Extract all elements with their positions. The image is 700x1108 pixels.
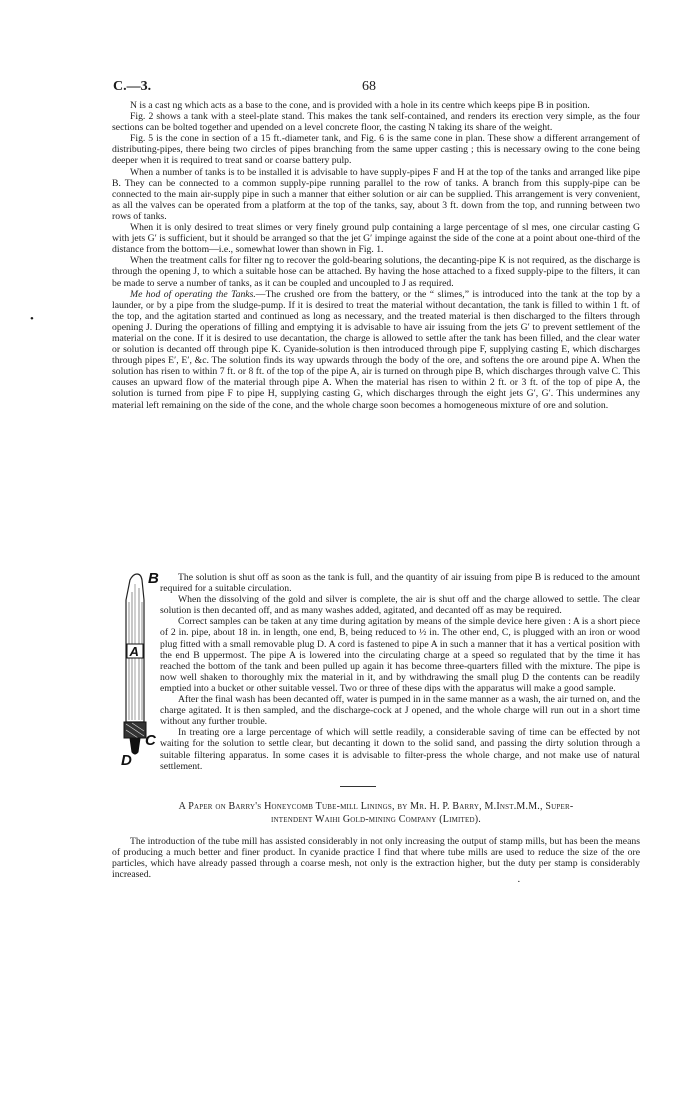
margin-dot: • xyxy=(30,313,34,325)
paragraph: When a number of tanks is to be installed it is advisable to have supply-pipes F and H at the top of the tanks and arranged like pipe B. They can be connected to a common supply-pipe running parallel to the row of tanks. A branch from this supply-pipe can be connected to the main air-supply pipe in such a manner that either solution or air can be supplied. This arrangement is very convenient, as all the valves can be operated from a platform at the top of the tanks, say, about 3 ft. down from the top, and running between two rows of tanks. xyxy=(112,166,640,222)
main-text xyxy=(112,100,640,411)
paragraph: Fig. 5 is the cone in section of a 15 ft.-diameter tank, and Fig. 6 is the same cone in plan. These show a different arrangement of distributing-pipes, there being two circles of pipes branching from the same upper casting ; this is necessary owing to the cone being deeper when it is required to treat sand or coarse battery pulp. xyxy=(112,133,640,167)
figure-text xyxy=(160,572,640,772)
method-heading: Me hod of operating the Tanks. xyxy=(130,288,256,300)
paragraph: When the treatment calls for filter ng to recover the gold-bearing solutions, the decanting-pipe K is not required, as the discharge is through the opening J, to which a suitable hose can be attached. By having the hose attached to a fixed supply-pipe to the filters, it can be made to serve a number of tanks, as it can be coupled and uncoupled to J as required. xyxy=(112,255,640,289)
paragraph: When it is only desired to treat slimes or very finely ground pulp containing a large percentage of sl mes, one circular casting G with jets G′ is sufficient, but it should be arranged so that the jet G′ impinge against the side of the cone at a point about one-third of the distance from the bottom—i.e., somewhat lower than shown in Fig. 1. xyxy=(112,222,640,256)
paragraph: In treating ore a large percentage of which will settle readily, a considerable saving of time can be effected by not waiting for the solution to settle clear, but decanting it down to the solid sand, and passing the dirty solution through a suitable filtering apparatus. In some cases it is advisable to filter-press the whole charge, and not make use of natural settlement. xyxy=(160,727,640,772)
sampler-figure-section xyxy=(112,572,640,772)
paragraph: When the dissolving of the gold and silver is complete, the air is shut off and the charge allowed to settle. The clear solution is then decanted off, and as many washes added, agitated, and decanted off as may be required. xyxy=(160,594,640,617)
paper-title xyxy=(112,800,640,826)
paragraph: N is a cast ng which acts as a base to the cone, and is provided with a hole in its centre which keeps pipe B in position. xyxy=(130,100,590,111)
label-c: C xyxy=(145,732,156,749)
paragraph: Fig. 2 shows a tank with a steel-plate stand. This makes the tank self-contained, and renders its erection very simple, as the four sections can be bolted together and upended on a level concrete floor, the casting N taking its share of the weight. xyxy=(112,111,640,134)
paper-title-line-1: A Paper on Barry's Honeycomb Tube-mill Linings, by Mr. H. P. Barry, M.Inst.M.M., Super- xyxy=(178,801,574,812)
label-a: A xyxy=(129,644,139,659)
paragraph: The introduction of the tube mill has assisted considerably in not only increasing the output of stamp mills, but has been the means of producing a much better and finer product. In cyanide practice I find that where tube mills are used to reduce the size of the ore particles, which have already passed through a coarse mesh, not only is the extraction higher, but the duty per stamp is considerably increased. xyxy=(112,836,640,881)
section-code: C.—3. xyxy=(113,79,152,94)
paper-body xyxy=(112,836,640,880)
page-number: 68 xyxy=(362,79,376,94)
print-speck: · xyxy=(517,876,521,888)
paragraph: The solution is shut off as soon as the tank is full, and the quantity of air issuing from pipe B is reduced to the amount required for a suitable circulation. xyxy=(160,572,640,595)
label-b: B xyxy=(148,570,159,587)
section-divider xyxy=(340,786,376,787)
method-text: The crushed ore from the battery, or the “ slimes,” is introduced into the tank at the top by a launder, or by a pipe from the sludge-pump. If it is desired to treat the material without decantation, the tank is filled to within 1 ft. of the top, and the agitation started and continued as long as necessary, and the treated material is then discharged to the filters through opening J. During the operations of filling and emptying it is advisable to have air issuing from the jets G′ to prevent settlement of the material on the cone. If it is desired to use decantation, the charge is allowed to settle after the tank has been filled, and the clear water or solution is decanted off through pipe K. Cyanide-solution is then introduced through pipe F, supplying casting E, which discharges through pipes E′, E′, &c. The solution finds its way upwards through the body of the ore, and softens the ore around pipe A. When the solution has risen to within 7 ft. or 8 ft. of the top of the pipe A, air is turned on through pipe B, which discharges through valve C. This causes an upward flow of the material through pipe A. When the material has risen to within 2 ft. or 3 ft. of the top of pipe A, the solution is turned from pipe F to pipe H, supplying casting G, which discharges through the eight jets G′, G′. This undermines any material left remaining on the side of the cone, and the whole charge soon becomes a homogeneous mixture of ore and solution. xyxy=(112,288,640,411)
label-d: D xyxy=(121,752,132,769)
paragraph: After the final wash has been decanted off, water is pumped in in the same manner as a wash, the air turned on, and the charge agitated. It is then sampled, and the discharge-cock at J opened, and the whole charge will run out in a short time without any further trouble. xyxy=(160,694,640,728)
paper-title-line-2: intendent Waihi Gold-mining Company (Limited). xyxy=(270,814,481,825)
paragraph: Correct samples can be taken at any time during agitation by means of the simple device here given : A is a short piece of 2 in. pipe, about 18 in. in length, one end, B, being reduced to ½ in. The other end, C, is plugged with an iron or wood plug fitted with a small removable plug D. A cord is fastened to pipe A in such a manner that it has a vertical position with the end B uppermost. The pipe A is lowered into the circulating charge at a speed so regulated that by the time it has reached the bottom of the tank and been pulled up again it has become three-quarters filled with the mixture. The pipe is now well shaken to thoroughly mix the material in it, and by withdrawing the small plug D the contents can be readily emptied into a bucket or other suitable vessel. Two or three of these dips with the apparatus will make a good sample. xyxy=(160,616,640,694)
paragraph-method: Me hod of operating the Tanks.—The crushed ore from the battery, or the “ slimes,” is introduced into the tank at the top by a launder, or by a pipe from the sludge-pump. If it is desired to treat the material without decantation, the tank is filled to within 1 ft. of the top, and the agitation started and continued as long as necessary, and the treated material is then discharged to the filters through opening J. During the operations of filling and emptying it is advisable to have air issuing from the jets G′ to prevent settlement of the material on the cone. If it is desired to use decantation, the charge is allowed to settle after the tank has been filled, and the clear water or solution is decanted off through pipe K. Cyanide-solution is then introduced through pipe F, supplying casting E, which discharges through pipes E′, E′, &c. The solution finds its way upwards through the body of the ore, and softens the ore around pipe A. When the solution has risen to within 7 ft. or 8 ft. of the top of the pipe A, air is turned on through pipe B, which discharges through valve C. This causes an upward flow of the material through pipe A. When the material has risen to within 2 ft. or 3 ft. of the top of pipe A, the solution is turned from pipe F to pipe H, supplying casting G, which discharges through the eight jets G′, G′. This undermines any material left remaining on the side of the cone, and the whole charge soon becomes a homogeneous mixture of ore and solution. xyxy=(112,288,640,411)
